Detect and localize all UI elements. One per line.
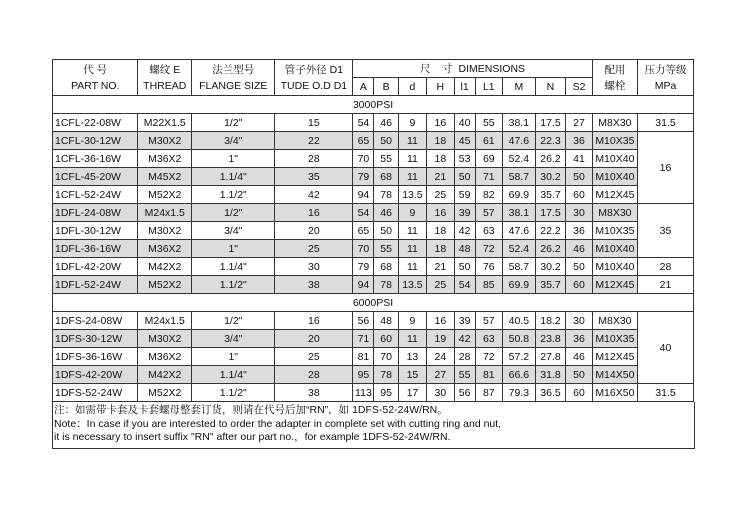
table-row [53,132,694,150]
cell-part: 1CFL-52-24W [53,186,138,204]
cell-d: 9 [398,204,426,222]
cell-flange: 1.1/4" [192,258,275,276]
dim-header-l1: l1 [454,78,475,96]
cell-bolt: M10X40 [592,150,637,168]
cell-part: 1CFL-36-16W [53,150,138,168]
cell-b: 78 [374,186,398,204]
dim-header-b: B [374,78,398,96]
cell-bolt: M8X30 [592,312,637,330]
cell-m: 79.3 [503,384,536,402]
cell-n: 23.8 [535,330,566,348]
cell-l1: 56 [454,384,475,402]
cell-bolt: M12X45 [592,348,637,366]
cell-part: 1DFL-24-08W [53,204,138,222]
cell-tube: 25 [275,348,353,366]
cell-m: 52.4 [503,240,536,258]
cell-thread: M52X2 [138,276,192,294]
cell-b: 68 [374,258,398,276]
table-body [53,96,694,402]
cell-b: 70 [374,348,398,366]
header-flange-en: FLANGE SIZE [199,79,268,92]
cell-pressure: 16 [638,132,694,204]
cell-thread: M24x1.5 [138,312,192,330]
cell-flange: 1.1/2" [192,186,275,204]
cell-l1: 82 [475,186,502,204]
cell-l1: 81 [475,366,502,384]
cell-l1: 59 [454,186,475,204]
cell-l1: 63 [475,222,502,240]
cell-b: 50 [374,222,398,240]
cell-d: 11 [398,240,426,258]
cell-bolt: M12X45 [592,186,637,204]
dim-header-l1: L1 [475,78,502,96]
cell-h: 21 [427,168,454,186]
table-row [53,222,694,240]
cell-h: 27 [427,366,454,384]
cell-s2: 36 [566,132,592,150]
cell-a: 95 [353,366,374,384]
cell-h: 16 [427,312,454,330]
cell-l1: 57 [475,312,502,330]
note-english-line-1: Note：In case if you are interested to order the adapter in complete set with cutting ring and nut, [54,417,502,430]
cell-tube: 38 [275,276,353,294]
cell-thread: M36X2 [138,240,192,258]
cell-l1: 39 [454,204,475,222]
cell-b: 60 [374,330,398,348]
cell-d: 11 [398,132,426,150]
cell-tube: 20 [275,330,353,348]
header-tube-en: TUDE O.D D1 [280,79,348,92]
cell-l1: 63 [475,330,502,348]
cell-m: 69.9 [503,276,536,294]
cell-h: 18 [427,132,454,150]
cell-thread: M42X2 [138,258,192,276]
cell-d: 13.5 [398,186,426,204]
cell-tube: 22 [275,132,353,150]
cell-flange: 1" [192,348,275,366]
table-row [53,366,694,384]
cell-part: 1CFL-30-12W [53,132,138,150]
cell-l1: 28 [454,348,475,366]
header-tube-cn: 管子外径 D1 [284,63,344,76]
cell-n: 35.7 [535,276,566,294]
cell-m: 38.1 [503,204,536,222]
cell-a: 94 [353,186,374,204]
header-part-cn: 代 号 [83,63,108,76]
cell-m: 50.8 [503,330,536,348]
header-flange [192,60,275,96]
cell-tube: 28 [275,150,353,168]
cell-flange: 3/4" [192,222,275,240]
cell-a: 54 [353,204,374,222]
cell-m: 52.4 [503,150,536,168]
cell-thread: M30X2 [138,330,192,348]
cell-part: 1CFL-22-08W [53,114,138,132]
cell-d: 11 [398,168,426,186]
cell-flange: 1/2" [192,312,275,330]
table-header [53,60,694,96]
cell-d: 9 [398,114,426,132]
cell-l1: 45 [454,132,475,150]
header-pressure [638,60,694,96]
header-thread-en: THREAD [143,79,187,92]
cell-l1: 76 [475,258,502,276]
cell-m: 40.5 [503,312,536,330]
cell-part: 1DFS-30-12W [53,330,138,348]
cell-flange: 1" [192,150,275,168]
note-english-line-2: it is necessary to insert suffix "RN" after our part no.，for example 1DFS-52-24W/RN. [54,431,451,443]
cell-l1: 69 [475,150,502,168]
cell-l1: 57 [475,204,502,222]
cell-h: 25 [427,276,454,294]
cell-s2: 50 [566,366,592,384]
cell-thread: M36X2 [138,150,192,168]
dim-header-d: d [398,78,426,96]
cell-flange: 1/2" [192,114,275,132]
section-row [53,96,694,114]
cell-b: 55 [374,240,398,258]
header-bolt [592,60,637,96]
dim-header-s2: S2 [566,78,592,96]
cell-b: 50 [374,132,398,150]
cell-n: 27.8 [535,348,566,366]
notes-block [52,402,695,449]
cell-n: 17.5 [535,204,566,222]
cell-l1: 71 [475,168,502,186]
cell-a: 71 [353,330,374,348]
cell-d: 15 [398,366,426,384]
cell-n: 31.8 [535,366,566,384]
cell-h: 18 [427,222,454,240]
header-bolt-cn2: 螺栓 [604,79,626,92]
cell-thread: M30X2 [138,132,192,150]
cell-flange: 3/4" [192,132,275,150]
cell-h: 16 [427,114,454,132]
cell-bolt: M16X50 [592,384,637,402]
spec-table [52,59,694,402]
cell-tube: 20 [275,222,353,240]
table-row [53,276,694,294]
cell-l1: 87 [475,384,502,402]
cell-b: 68 [374,168,398,186]
cell-s2: 60 [566,276,592,294]
cell-s2: 36 [566,330,592,348]
cell-n: 22.3 [535,132,566,150]
cell-s2: 41 [566,150,592,168]
cell-s2: 27 [566,114,592,132]
cell-tube: 38 [275,384,353,402]
cell-d: 9 [398,312,426,330]
cell-m: 57.2 [503,348,536,366]
cell-tube: 16 [275,204,353,222]
cell-d: 11 [398,222,426,240]
cell-h: 25 [427,186,454,204]
cell-n: 26.2 [535,240,566,258]
cell-flange: 3/4" [192,330,275,348]
cell-thread: M52X2 [138,384,192,402]
cell-bolt: M14X50 [592,366,637,384]
cell-thread: M36X2 [138,348,192,366]
table-row [53,204,694,222]
cell-a: 56 [353,312,374,330]
cell-tube: 25 [275,240,353,258]
cell-b: 78 [374,276,398,294]
table-row [53,240,694,258]
cell-part: 1DFL-52-24W [53,276,138,294]
dim-header-h: H [427,78,454,96]
cell-part: 1DFS-36-16W [53,348,138,366]
cell-flange: 1" [192,240,275,258]
table-row [53,384,694,402]
cell-thread: M52X2 [138,186,192,204]
cell-b: 78 [374,366,398,384]
cell-b: 55 [374,150,398,168]
cell-b: 46 [374,114,398,132]
cell-part: 1DFL-36-16W [53,240,138,258]
table-row [53,150,694,168]
cell-n: 17.5 [535,114,566,132]
section-label: 3000PSI [53,96,694,114]
cell-part: 1DFS-52-24W [53,384,138,402]
table-row [53,258,694,276]
cell-h: 16 [427,204,454,222]
cell-n: 22.2 [535,222,566,240]
cell-a: 113 [353,384,374,402]
cell-s2: 46 [566,348,592,366]
cell-l1: 42 [454,330,475,348]
cell-l1: 50 [454,258,475,276]
cell-l1: 55 [475,114,502,132]
cell-a: 79 [353,168,374,186]
note-chinese: 注：如需带卡套及卡套螺母整套订货，则请在代号后加“RN”，如 1DFS-52-24W/RN。 [54,404,448,416]
cell-b: 46 [374,204,398,222]
cell-flange: 1.1/2" [192,276,275,294]
cell-flange: 1/2" [192,204,275,222]
cell-thread: M45X2 [138,168,192,186]
cell-tube: 42 [275,186,353,204]
table-row [53,348,694,366]
cell-s2: 60 [566,186,592,204]
cell-a: 79 [353,258,374,276]
cell-l1: 85 [475,276,502,294]
cell-thread: M24x1.5 [138,204,192,222]
cell-tube: 16 [275,312,353,330]
cell-pressure: 21 [638,276,694,294]
dim-header-a: A [353,78,374,96]
cell-part: 1DFL-30-12W [53,222,138,240]
cell-h: 19 [427,330,454,348]
cell-s2: 36 [566,222,592,240]
table-row [53,114,694,132]
cell-thread: M22X1.5 [138,114,192,132]
header-part-no [53,60,138,96]
cell-m: 58.7 [503,168,536,186]
section-row [53,294,694,312]
cell-a: 70 [353,240,374,258]
dim-header-n: N [535,78,566,96]
cell-n: 26.2 [535,150,566,168]
cell-b: 95 [374,384,398,402]
spec-table-container [52,59,694,449]
header-pressure-en: MPa [654,79,677,92]
cell-pressure: 35 [638,204,694,258]
cell-a: 65 [353,222,374,240]
cell-m: 69.9 [503,186,536,204]
cell-m: 66.6 [503,366,536,384]
table-row [53,186,694,204]
cell-n: 30.2 [535,258,566,276]
header-thread-cn: 螺纹 E [149,63,181,76]
cell-s2: 30 [566,204,592,222]
cell-h: 24 [427,348,454,366]
cell-tube: 35 [275,168,353,186]
cell-part: 1CFL-45-20W [53,168,138,186]
header-thread [138,60,192,96]
cell-s2: 50 [566,258,592,276]
table-row [53,312,694,330]
cell-n: 30.2 [535,168,566,186]
cell-l1: 40 [454,114,475,132]
header-dimensions: 尺 寸 DIMENSIONS [353,60,592,78]
header-part-en: PART NO. [70,79,120,92]
cell-pressure: 28 [638,258,694,276]
cell-tube: 30 [275,258,353,276]
cell-l1: 61 [475,132,502,150]
cell-d: 11 [398,150,426,168]
cell-a: 81 [353,348,374,366]
cell-l1: 72 [475,348,502,366]
cell-pressure: 31.5 [638,384,694,402]
cell-tube: 15 [275,114,353,132]
cell-s2: 46 [566,240,592,258]
cell-n: 36.5 [535,384,566,402]
table-row [53,330,694,348]
cell-pressure: 31.5 [638,114,694,132]
cell-m: 47.6 [503,222,536,240]
cell-bolt: M12X45 [592,276,637,294]
cell-a: 70 [353,150,374,168]
section-label: 6000PSI [53,294,694,312]
cell-m: 58.7 [503,258,536,276]
table-row [53,168,694,186]
header-tube [275,60,353,96]
cell-flange: 1.1/4" [192,168,275,186]
cell-part: 1DFS-24-08W [53,312,138,330]
cell-d: 13.5 [398,276,426,294]
cell-n: 35.7 [535,186,566,204]
cell-a: 94 [353,276,374,294]
cell-bolt: M10X40 [592,168,637,186]
cell-bolt: M10X40 [592,240,637,258]
cell-bolt: M10X35 [592,132,637,150]
cell-s2: 60 [566,384,592,402]
cell-part: 1DFS-42-20W [53,366,138,384]
cell-l1: 55 [454,366,475,384]
cell-bolt: M10X35 [592,330,637,348]
cell-l1: 53 [454,150,475,168]
cell-b: 48 [374,312,398,330]
cell-h: 18 [427,150,454,168]
cell-m: 38.1 [503,114,536,132]
cell-n: 18.2 [535,312,566,330]
cell-d: 17 [398,384,426,402]
header-pressure-cn: 压力等级 [644,63,687,76]
cell-h: 21 [427,258,454,276]
cell-s2: 30 [566,312,592,330]
cell-l1: 42 [454,222,475,240]
cell-thread: M30X2 [138,222,192,240]
cell-thread: M42X2 [138,366,192,384]
cell-tube: 28 [275,366,353,384]
cell-d: 13 [398,348,426,366]
cell-d: 11 [398,330,426,348]
header-flange-cn: 法兰型号 [212,63,255,76]
cell-a: 65 [353,132,374,150]
cell-h: 30 [427,384,454,402]
cell-bolt: M8X30 [592,204,637,222]
cell-bolt: M10X40 [592,258,637,276]
cell-l1: 48 [454,240,475,258]
cell-flange: 1.1/2" [192,384,275,402]
cell-bolt: M10X35 [592,222,637,240]
cell-part: 1DFL-42-20W [53,258,138,276]
cell-bolt: M8X30 [592,114,637,132]
dim-header-m: M [503,78,536,96]
cell-l1: 54 [454,276,475,294]
cell-l1: 39 [454,312,475,330]
header-bolt-cn: 配用 [604,63,626,76]
cell-pressure: 40 [638,312,694,384]
cell-a: 54 [353,114,374,132]
cell-m: 47.6 [503,132,536,150]
cell-s2: 50 [566,168,592,186]
cell-h: 18 [427,240,454,258]
cell-l1: 50 [454,168,475,186]
cell-l1: 72 [475,240,502,258]
cell-d: 11 [398,258,426,276]
cell-flange: 1.1/4" [192,366,275,384]
